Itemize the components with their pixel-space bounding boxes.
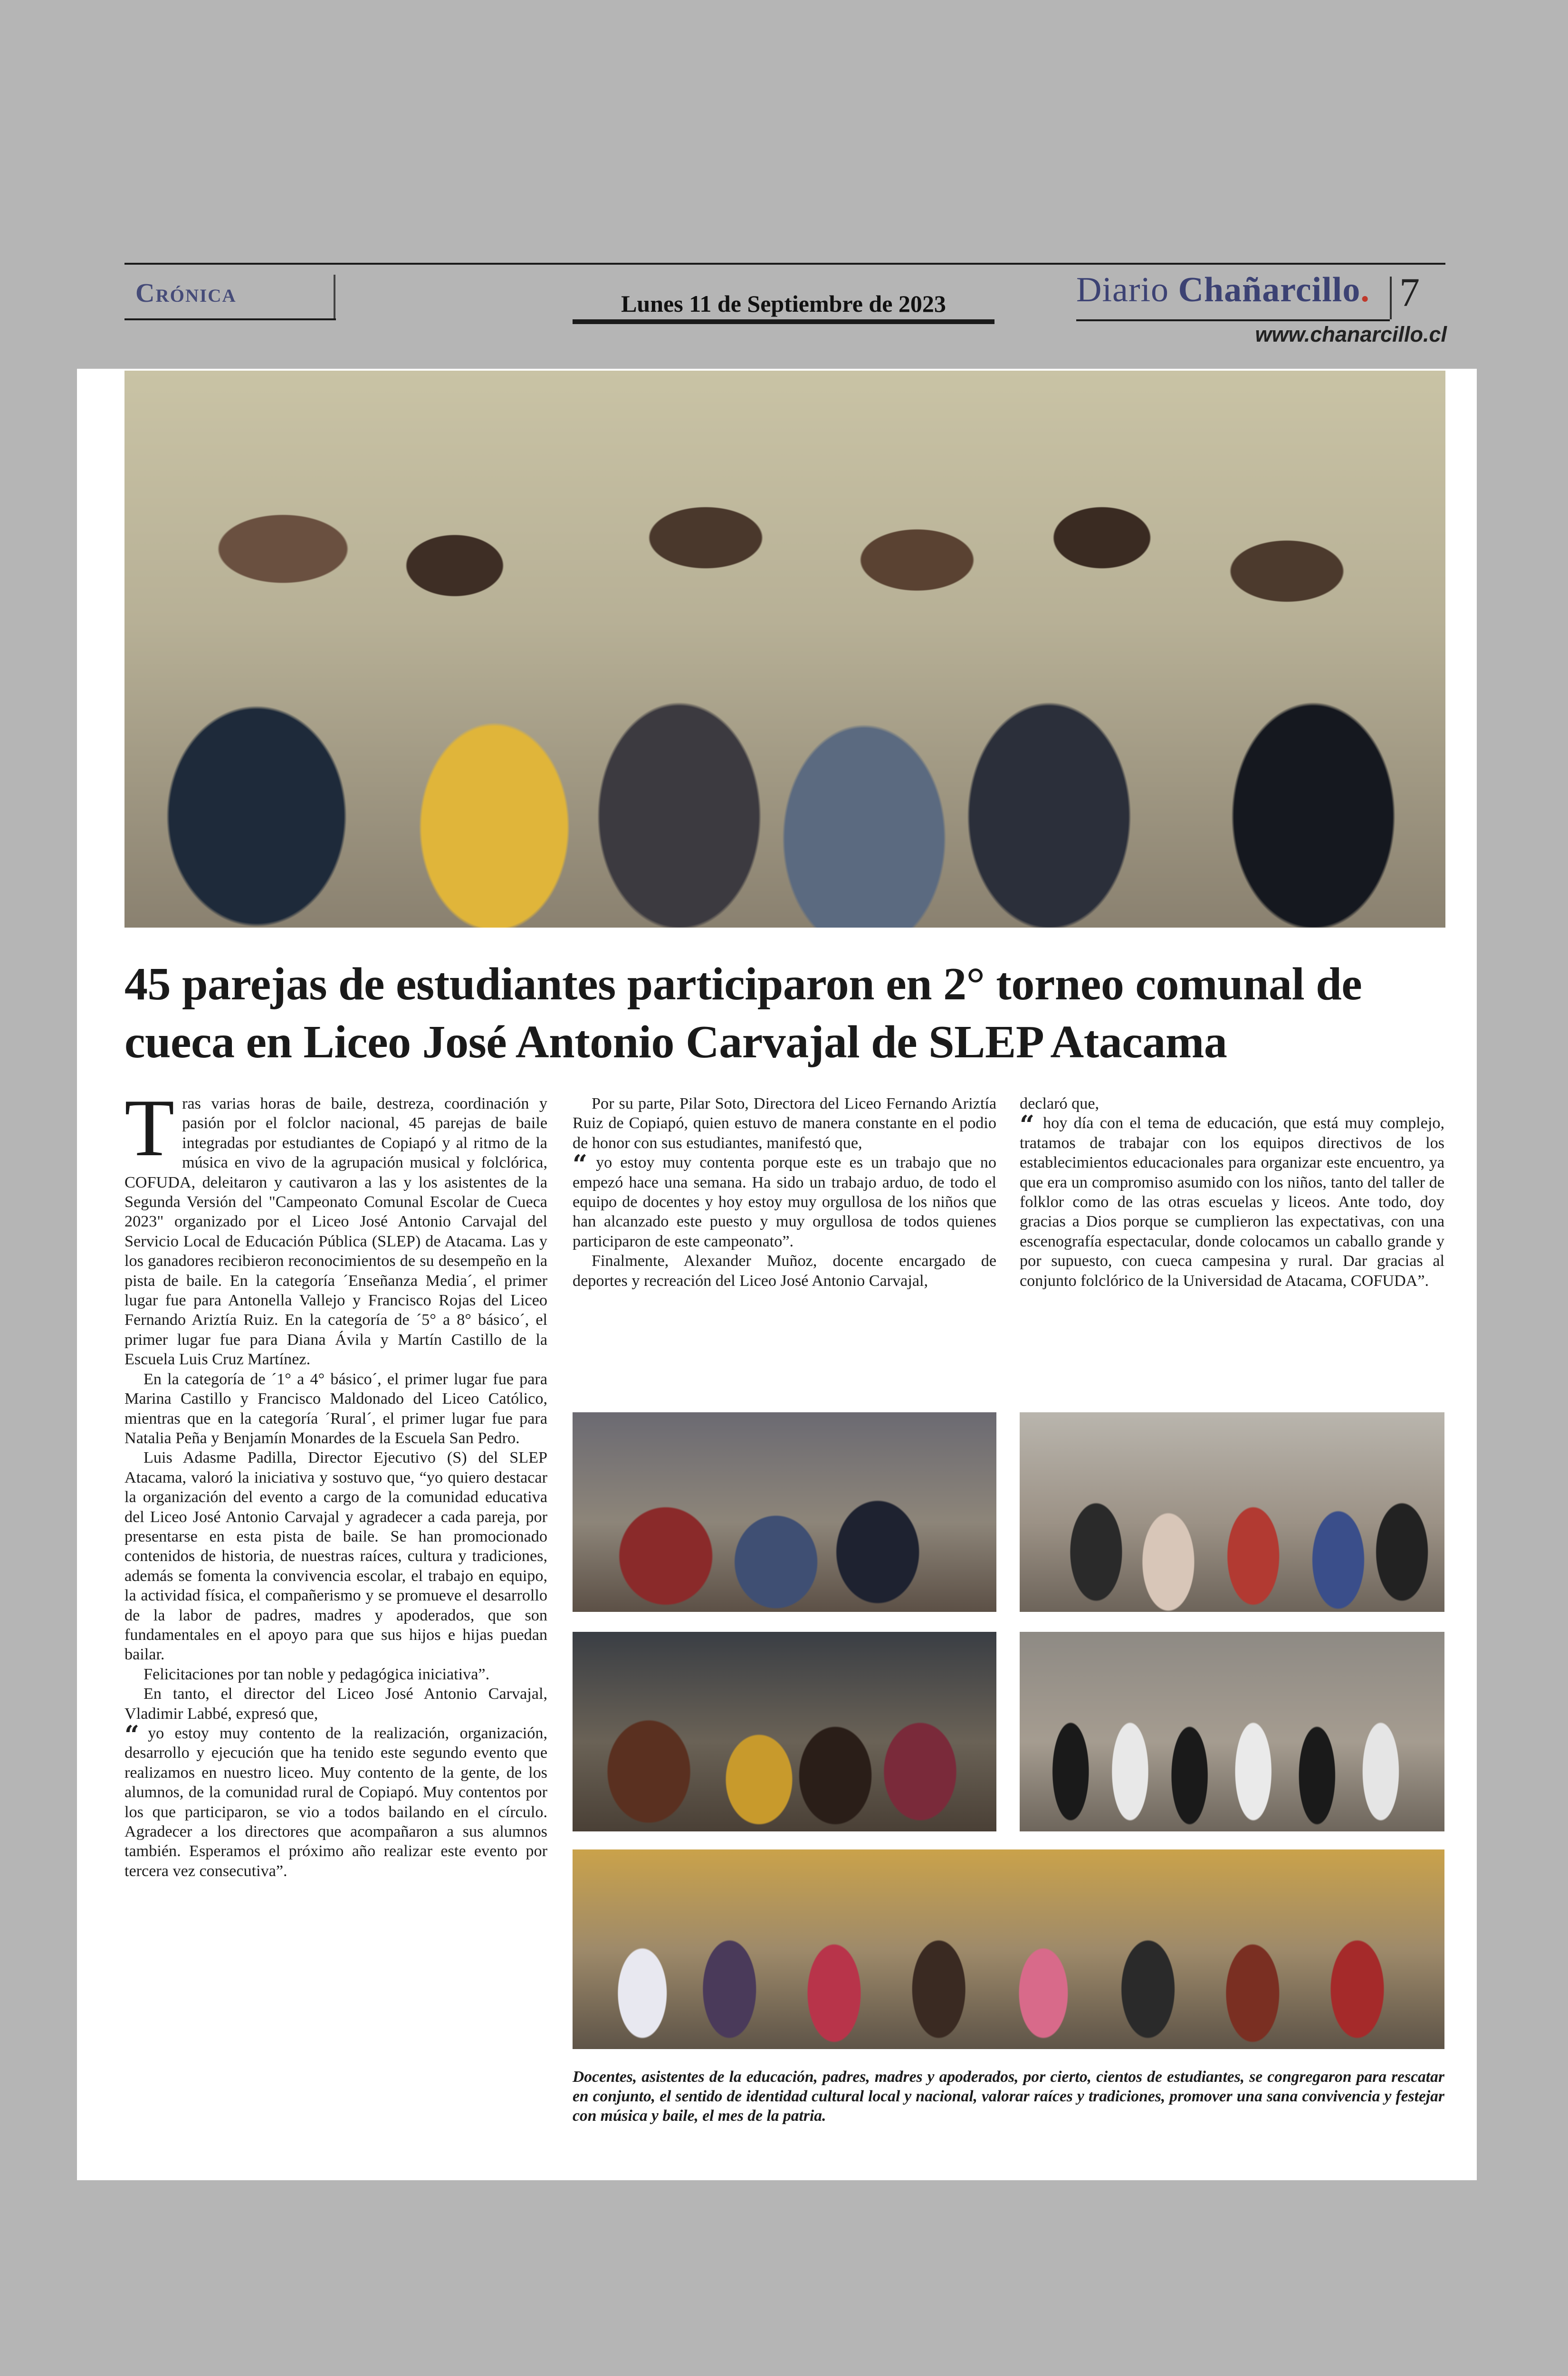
- newspaper-name-dot: .: [1360, 270, 1370, 309]
- quote-paragraph: [573, 1149, 996, 1251]
- quote-paragraph: [1020, 1110, 1444, 1291]
- header-right-bottom-rule: [1076, 319, 1390, 321]
- body-paragraph: declaró que,: [1020, 1095, 1100, 1112]
- quote-paragraph: [124, 1720, 547, 1881]
- article-column-1: [124, 1083, 547, 1881]
- article-column-3: [1020, 1094, 1444, 1291]
- body-paragraph: En tanto, el director del Liceo José Antonio Carvajal, Vladimir Labbé, expresó que,: [124, 1685, 547, 1723]
- photo-caption: Docentes, asistentes de la educación, padres, madres y apoderados, por cierto, cientos de estudiantes, se congregaron para rescatar en conjunto, el sentido de identidad cultural local y nacional, valorar raíces y tradiciones, promover una sana convivencia y festejar con música y baile, el mes de la patria.: [573, 2068, 1444, 2125]
- photo-winners-group: [573, 1849, 1444, 2049]
- article-headline: 45 parejas de estudiantes participaron en 2° torneo comunal de cueca en Liceo José Antonio Carvajal de SLEP Atacama: [124, 958, 1362, 1068]
- header-left-bottom-rule: [124, 318, 336, 320]
- body-paragraph: Luis Adasme Padilla, Director Ejecutivo (S) del SLEP Atacama, valoró la iniciativa y sostuvo que, “yo quiero destacar la organización del evento a cargo de la comunidad educativa del Liceo José Antonio Carvajal y agradecer a cada pareja, por presentarse en esta pista de baile. Se han promocionado contenidos de historia, de nuestras raíces, cultura y tradiciones, además se fomenta la convivencia escolar, el trabajo en equipo, la actividad física, el compañerismo y se promueve el desarrollo de la labor de padres, madres y apoderados, que son fundamentales en el apoyo para que sus hijos e hijas puedan bailar.: [124, 1449, 547, 1664]
- body-paragraph: Por su parte, Pilar Soto, Directora del Liceo Fernando Ariztía Ruiz de Copiapó, quien estuvo de manera constante en el podio de honor con sus estudiantes, manifestó que,: [573, 1095, 996, 1152]
- section-divider: [334, 275, 335, 318]
- newspaper-name: [1076, 270, 1370, 310]
- photo-folk-group: [1020, 1632, 1444, 1831]
- quote-text: hoy día con el tema de educación, que está muy complejo, tratamos de trabajar con los equipos directivos de los establecimientos educacionales para organizar este encuentro, ya que era un compromiso asumido con los niños, tanto del taller de folklor como de las otras escuelas y liceos. Ante todo, doy gracias a Dios porque se cumplieron las expectativas, con una escenografía espectacular, donde colocamos un caballo grande y por supuesto, con cueca campesina y rural. Dar gracias al conjunto folclórico de la Universidad de Atacama, COFUDA”.: [1020, 1114, 1444, 1290]
- quote-mark-icon: “: [124, 1720, 140, 1750]
- section-label: Crónica: [135, 278, 237, 308]
- quote-mark-icon: “: [1020, 1110, 1035, 1140]
- photo-award-small-students: [573, 1412, 996, 1612]
- newspaper-name-regular: Diario: [1076, 270, 1178, 309]
- body-paragraph: Felicitaciones por tan noble y pedagógica iniciativa”.: [143, 1665, 490, 1683]
- lead-paragraph: [124, 1083, 547, 1370]
- issue-date: Lunes 11 de Septiembre de 2023: [621, 290, 946, 317]
- page-number-divider: [1390, 277, 1392, 319]
- header-date-rule: [573, 319, 994, 324]
- photo-award-couple: [573, 1632, 996, 1831]
- article-column-2: [573, 1094, 996, 1291]
- newspaper-name-bold: Chañarcillo: [1178, 270, 1361, 309]
- page-number: 7: [1399, 269, 1420, 315]
- drop-cap: T: [124, 1083, 175, 1173]
- quote-text: yo estoy muy contento de la realización, organización, desarrollo y ejecución que ha tenido este segundo evento que realizamos en nuestro liceo. Muy contento de la gente, de los alumnos, de la comunidad rural de Copiapó. Muy contentos por los que participaron, se vio a todos bailando en el círculo. Agradecer a los directores que acompañaron a sus alumnos también. Esperamos el próximo año realizar este evento por tercera vez consecutiva”.: [124, 1725, 547, 1880]
- photo-dancers-certificates: [1020, 1412, 1444, 1612]
- main-group-photo: [124, 371, 1445, 928]
- quote-mark-icon: “: [573, 1149, 588, 1180]
- header-top-rule: [124, 263, 1445, 265]
- website-url: www.chanarcillo.cl: [1255, 322, 1447, 346]
- quote-text: yo estoy muy contenta porque este es un trabajo que no empezó hace una semana. Ha sido un trabajo arduo, de todo el equipo de docentes y hoy estoy muy orgullosa de los niños que han alcanzado este puesto y muy orgullosa de todos quienes participaron de este campeonato”.: [573, 1154, 996, 1250]
- body-paragraph: En la categoría de ´1° a 4° básico´, el primer lugar fue para Marina Castillo y Francisco Maldonado del Liceo Católico, mientras que en la categoría ´Rural´, el primer lugar fue para Natalia Peña y Benjamín Monardes de la Escuela San Pedro.: [124, 1370, 547, 1447]
- lead-paragraph-text: ras varias horas de baile, destreza, coordinación y pasión por el folclor nacional, 45 parejas de baile integradas por estudiantes de Copiapó y al ritmo de la música en vivo de la agrupación musical y folclórica, COFUDA, deleitaron y cautivaron a las y los asistentes de la Segunda Versión del "Campeonato Comunal Escolar de Cueca 2023" organizado por el Liceo José Antonio Carvajal del Servicio Local de Educación Pública (SLEP) de Atacama. Las y los ganadores recibieron reconocimientos de su desempeño en la pista de baile. En la categoría ´Enseñanza Media´, el primer lugar fue para Antonella Vallejo y Francisco Rojas del Liceo Fernando Ariztía Ruiz. En la categoría de ´5° a 8° básico´, el primer lugar fue para Diana Ávila y Martín Castillo de la Escuela Luis Cruz Martínez.: [124, 1095, 547, 1369]
- body-paragraph: Finalmente, Alexander Muñoz, docente encargado de deportes y recreación del Liceo José Antonio Carvajal,: [573, 1252, 996, 1290]
